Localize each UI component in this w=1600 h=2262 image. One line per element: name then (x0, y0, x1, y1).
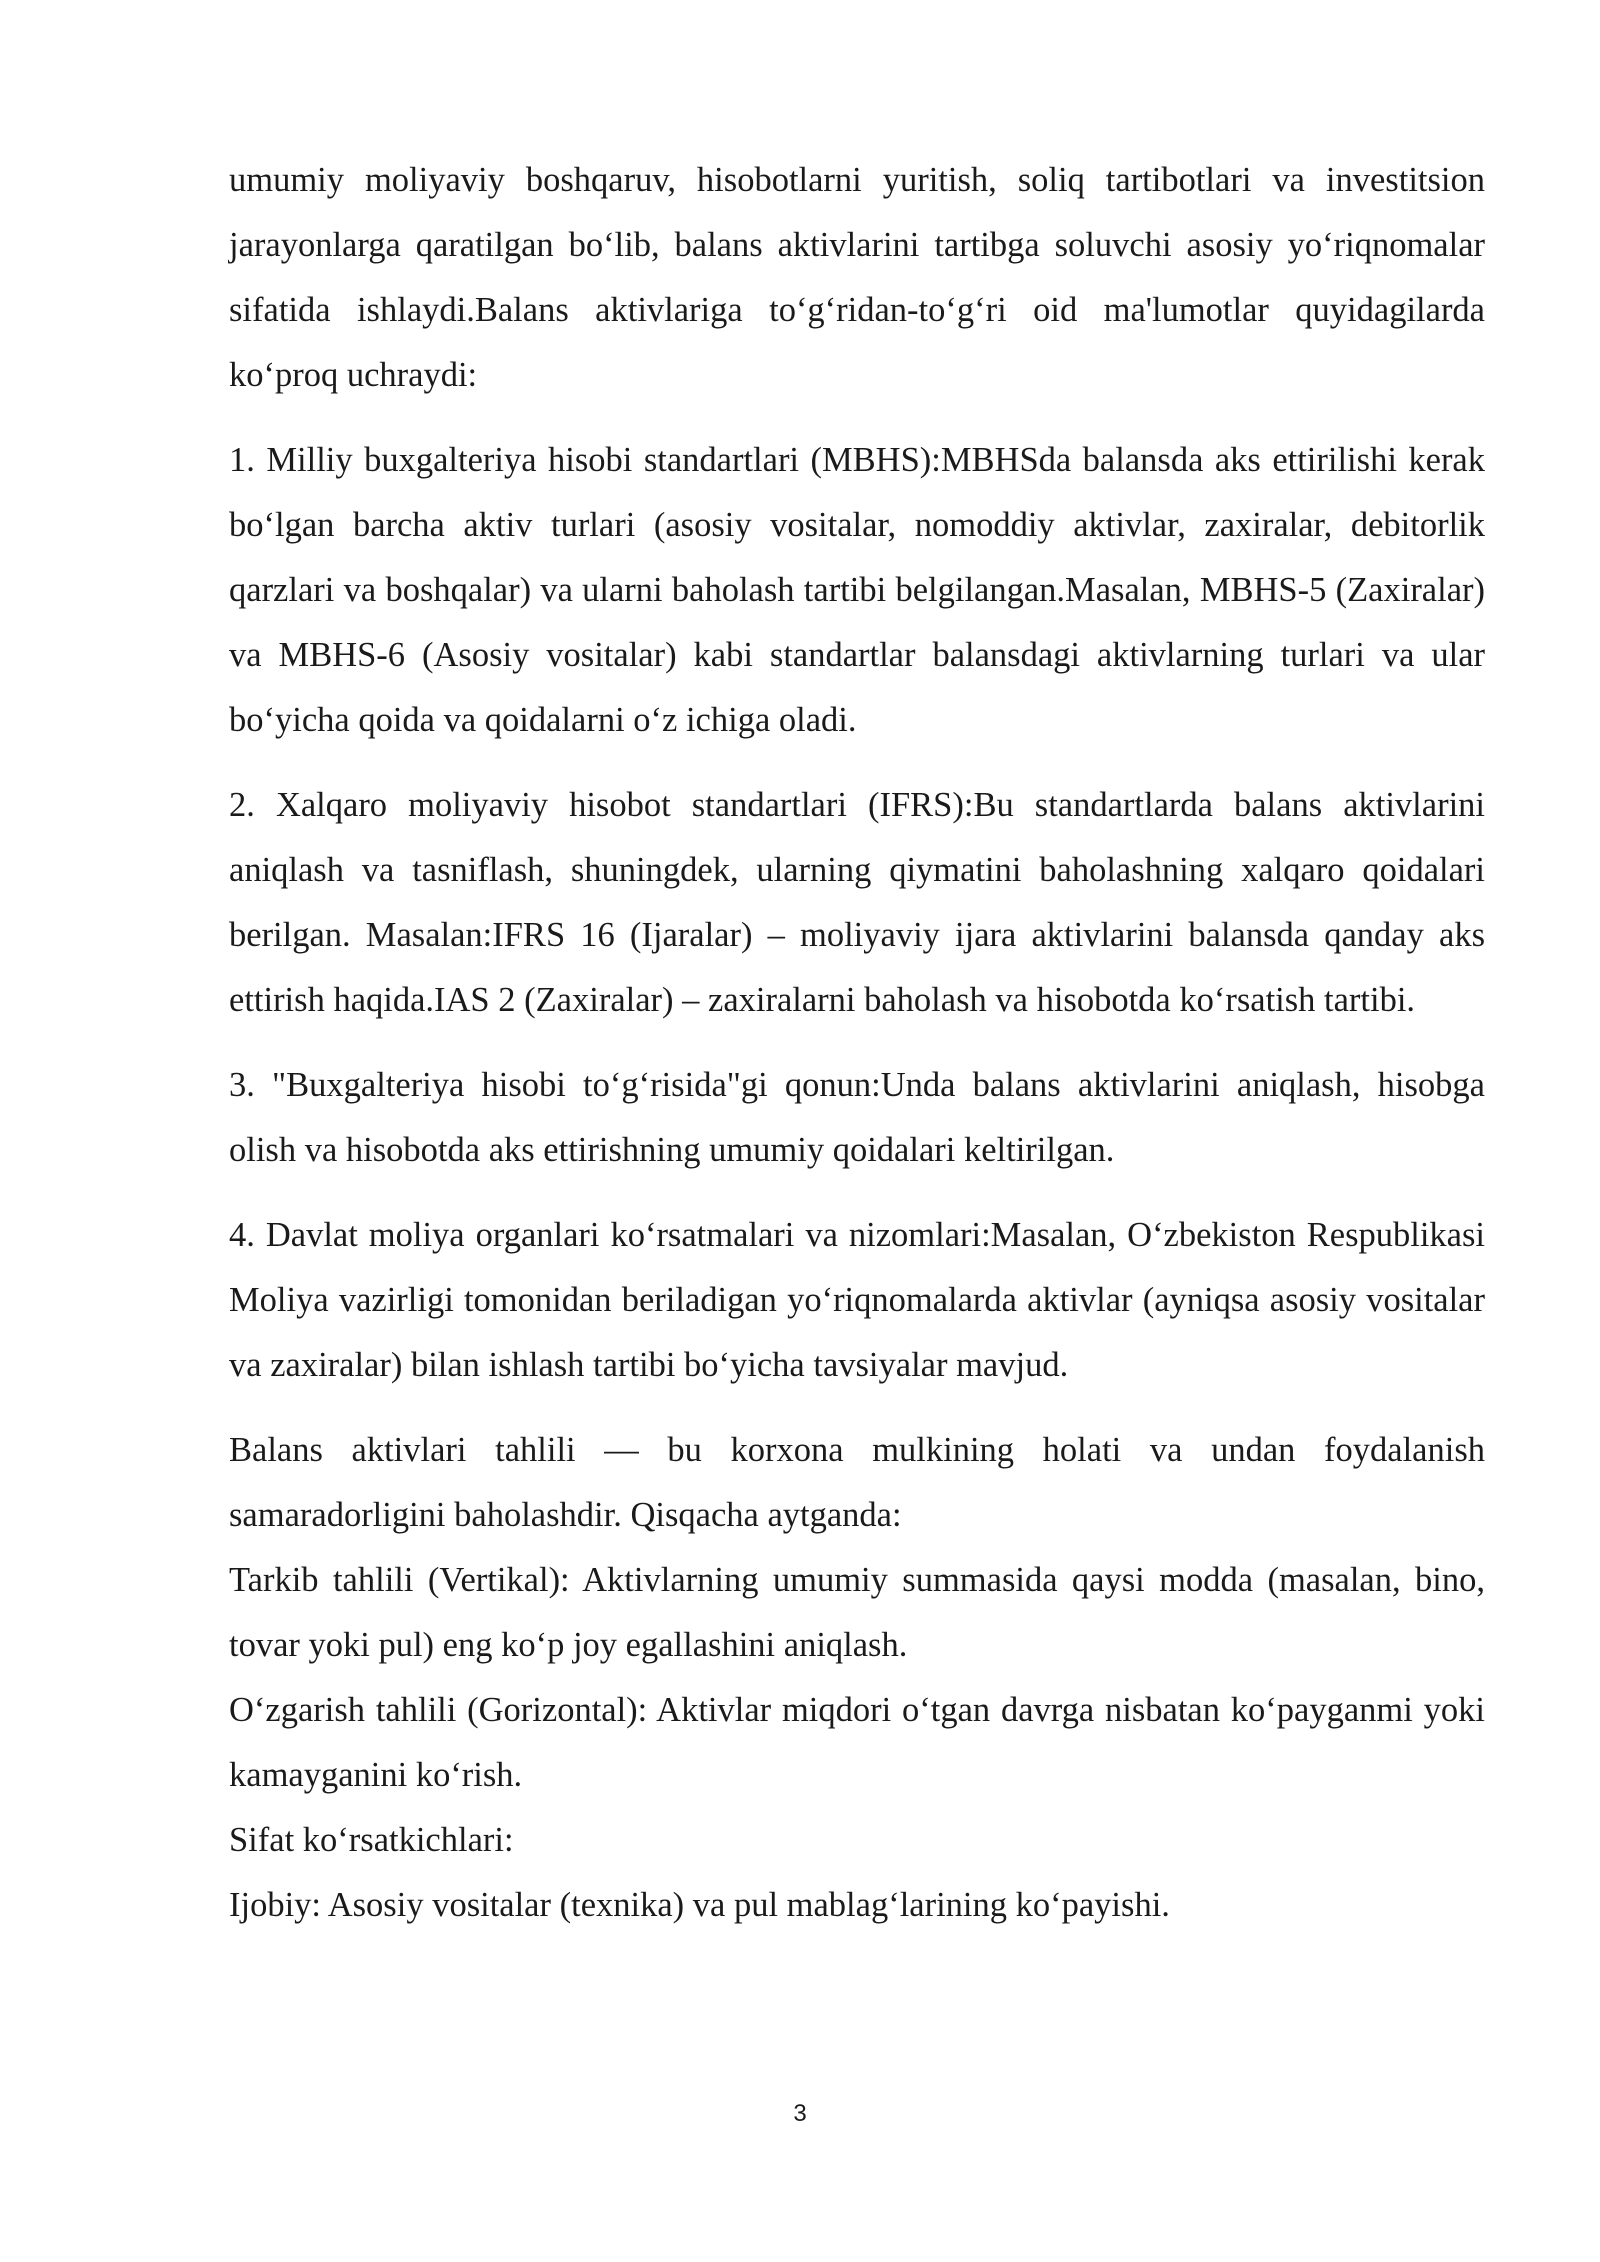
paragraph-horizontal-analysis: Oʻzgarish tahlili (Gorizontal): Aktivlar miqdori oʻtgan davrga nisbatan koʻpayganmi yoki kamayganini koʻrish. (229, 1691, 1485, 1794)
paragraph-analysis: Balans aktivlari tahlili — bu korxona mulkining holati va undan foydalanish samaradorligini baholashdir. Qisqacha aytganda: (229, 1431, 1485, 1534)
paragraph-item-1: 1. Milliy buxgalteriya hisobi standartlari (MBHS):MBHSda balansda aks ettirilishi kerak boʻlgan barcha aktiv turlari (asosiy vositalar, nomoddiy aktivlar, zaxiralar, debitorlik qarzlari va boshqalar) va ularni baholash tartibi belgilangan.Masalan, MBHS-5 (Zaxiralar) va MBHS-6 (Asosiy vositalar) kabi standartlar balansdagi aktivlarning turlari va ular boʻyicha qoida va qoidalarni oʻz ichiga oladi. (229, 441, 1485, 739)
paragraph-item-2: 2. Xalqaro moliyaviy hisobot standartlari (IFRS):Bu standartlarda balans aktivlarini aniqlash va tasniflash, shuningdek, ularning qiymatini baholashning xalqaro qoidalari berilgan. Masalan:IFRS 16 (Ijaralar) – moliyaviy ijara aktivlarini balansda qanday aks ettirish haqida.IAS 2 (Zaxiralar) – zaxiralarni baholash va hisobotda koʻrsatish tartibi. (229, 786, 1485, 1019)
page-number: 3 (793, 2100, 807, 2127)
paragraph-quality-indicators: Sifat koʻrsatkichlari: (229, 1821, 514, 1859)
paragraph-positive: Ijobiy: Asosiy vositalar (texnika) va pul mablagʻlarining koʻpayishi. (229, 1886, 1170, 1924)
paragraph-item-4: 4. Davlat moliya organlari koʻrsatmalari va nizomlari:Masalan, Oʻzbekiston Respublikasi Moliya vazirligi tomonidan beriladigan yoʻriqnomalarda aktivlar (ayniqsa asosiy vositalar va zaxiralar) bilan ishlash tartibi boʻyicha tavsiyalar mavjud. (229, 1216, 1485, 1384)
document-body (229, 148, 1485, 1938)
paragraph-vertical-analysis: Tarkib tahlili (Vertikal): Aktivlarning umumiy summasida qaysi modda (masalan, bino, tovar yoki pul) eng koʻp joy egallashini aniqlash. (229, 1561, 1485, 1664)
paragraph-intro: umumiy moliyaviy boshqaruv, hisobotlarni yuritish, soliq tartibotlari va investitsion jarayonlarga qaratilgan boʻlib, balans aktivlarini tartibga soluvchi asosiy yoʻriqnomalar sifatida ishlaydi.Balans aktivlariga toʻgʻridan-toʻgʻri oid ma'lumotlar quyidagilarda koʻproq uchraydi: (229, 161, 1485, 394)
paragraph-item-3: 3. "Buxgalteriya hisobi toʻgʻrisida"gi qonun:Unda balans aktivlarini aniqlash, hisobga olish va hisobotda aks ettirishning umumiy qoidalari keltirilgan. (229, 1066, 1485, 1169)
